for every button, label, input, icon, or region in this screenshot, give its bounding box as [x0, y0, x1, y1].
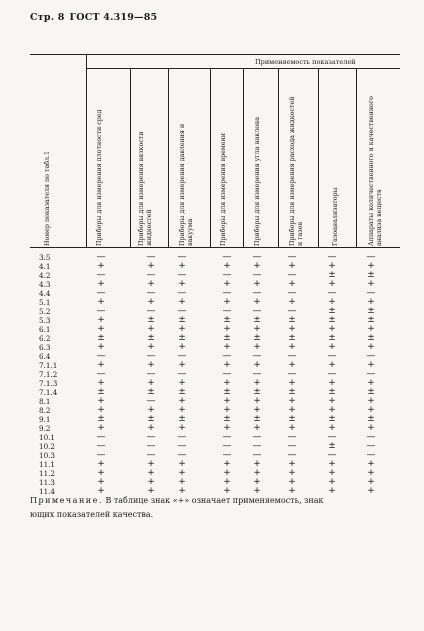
table-cell: —	[327, 252, 337, 262]
table-cell: —	[327, 432, 337, 442]
table-cell: —	[146, 252, 156, 262]
table-cell: ±	[223, 414, 231, 424]
table-cell: +	[288, 342, 296, 352]
table-cell: +	[223, 297, 231, 307]
table-cell: ±	[147, 315, 155, 325]
table-cell: —	[252, 351, 262, 361]
table-cell: +	[178, 279, 186, 289]
table-cell: +	[367, 261, 375, 271]
table-cell: +	[97, 405, 105, 415]
table-cell: —	[287, 441, 297, 451]
table-cell: ±	[147, 414, 155, 424]
table-cell: +	[223, 486, 231, 496]
table-cell: ±	[328, 333, 336, 343]
table-cell: +	[367, 324, 375, 334]
table-cell: ±	[328, 270, 336, 280]
row-label: 10.1	[39, 433, 56, 442]
table-cell: —	[96, 450, 106, 460]
table-cell: +	[178, 468, 186, 478]
table-cell: —	[222, 432, 232, 442]
table-cell: +	[97, 459, 105, 469]
table-cell: +	[328, 378, 336, 388]
table-cell: —	[177, 369, 187, 379]
row-label: 6.3	[39, 343, 51, 352]
table-cell: —	[252, 450, 262, 460]
table-cell: —	[327, 288, 337, 298]
table-cell: ±	[367, 387, 375, 397]
row-label: 10.3	[39, 451, 56, 460]
group-header: Применяемость показателей	[255, 58, 356, 66]
table-cell: +	[147, 297, 155, 307]
table-cell: +	[178, 396, 186, 406]
table-cell: +	[223, 324, 231, 334]
table-cell: +	[97, 279, 105, 289]
table-cell: +	[253, 342, 261, 352]
table-cell: +	[97, 486, 105, 496]
table-cell: +	[147, 324, 155, 334]
table-cell: ±	[147, 387, 155, 397]
table-cell: —	[146, 270, 156, 280]
table-cell: —	[366, 351, 376, 361]
table-cell: —	[177, 306, 187, 316]
table-cell: +	[367, 342, 375, 352]
table-cell: +	[147, 261, 155, 271]
table-cell: ±	[328, 315, 336, 325]
table-cell: —	[327, 351, 337, 361]
table-cell: —	[222, 450, 232, 460]
table-cell: +	[178, 324, 186, 334]
table-cell: +	[367, 279, 375, 289]
row-label: 6.4	[39, 352, 51, 361]
table-cell: +	[328, 279, 336, 289]
row-label: 8.1	[39, 397, 51, 406]
column-header-4: Приборы для измерения времени	[220, 133, 227, 246]
table-cell: —	[177, 270, 187, 280]
row-label: 11.2	[39, 469, 56, 478]
table-cell: +	[328, 468, 336, 478]
table-cell: +	[223, 396, 231, 406]
table-cell: +	[178, 405, 186, 415]
table-cell: +	[97, 378, 105, 388]
table-cell: —	[146, 306, 156, 316]
column-header-5: Приборы для измерения угла наклона	[254, 117, 261, 246]
table-cell: +	[147, 342, 155, 352]
table-cell: ±	[223, 387, 231, 397]
table-cell: —	[177, 450, 187, 460]
table-cell: +	[288, 423, 296, 433]
table-cell: —	[366, 369, 376, 379]
column-header-8: Аппараты количественного и качественного анализа веществ	[368, 96, 383, 246]
table-cell: —	[146, 288, 156, 298]
table-cell: —	[96, 432, 106, 442]
table-cell: —	[96, 441, 106, 451]
table-cell: +	[288, 378, 296, 388]
table-cell: —	[327, 369, 337, 379]
table-cell: —	[146, 396, 156, 406]
table-cell: +	[97, 297, 105, 307]
table-cell: —	[252, 288, 262, 298]
table-cell: —	[96, 369, 106, 379]
table-cell: —	[287, 432, 297, 442]
table-cell: +	[253, 405, 261, 415]
row-header-divider	[86, 54, 87, 248]
table-cell: +	[253, 360, 261, 370]
table-cell: +	[178, 378, 186, 388]
page-label: Стр. 8	[30, 12, 65, 23]
table-cell: —	[222, 369, 232, 379]
table-cell: —	[287, 369, 297, 379]
table-cell: +	[328, 396, 336, 406]
row-label: 4.4	[39, 289, 51, 298]
table-cell: ±	[328, 414, 336, 424]
row-label: 11.4	[39, 487, 56, 496]
table-cell: +	[288, 459, 296, 469]
table-cell: +	[288, 279, 296, 289]
column-header-1: Приборы для измерения плотности сред	[96, 109, 103, 246]
table-cell: +	[367, 486, 375, 496]
table-cell: ±	[288, 387, 296, 397]
table-cell: +	[97, 477, 105, 487]
table-cell: —	[222, 252, 232, 262]
table-cell: —	[252, 432, 262, 442]
table-cell: —	[146, 441, 156, 451]
table-cell: +	[288, 396, 296, 406]
column-divider-5	[278, 68, 279, 248]
table-cell: +	[288, 405, 296, 415]
row-label: 4.1	[39, 262, 51, 271]
table-cell: +	[367, 297, 375, 307]
table-cell: ±	[288, 333, 296, 343]
table-cell: —	[252, 369, 262, 379]
column-divider-2	[168, 68, 169, 248]
table-cell: +	[367, 378, 375, 388]
table-cell: ±	[178, 315, 186, 325]
row-label: 7.1.4	[39, 388, 58, 397]
table-cell: —	[96, 270, 106, 280]
table-cell: +	[178, 360, 186, 370]
table-cell: ±	[97, 387, 105, 397]
table-cell: +	[223, 405, 231, 415]
table-cell: ±	[97, 333, 105, 343]
table-cell: +	[147, 423, 155, 433]
table-cell: +	[253, 279, 261, 289]
table-cell: —	[366, 288, 376, 298]
note-line-1: В таблице знак «+» означает применяемость, знак	[105, 496, 324, 505]
table-cell: +	[288, 261, 296, 271]
table-cell: —	[222, 306, 232, 316]
table-cell: +	[328, 360, 336, 370]
table-cell: +	[97, 324, 105, 334]
column-divider-1	[130, 68, 131, 248]
table-cell: +	[223, 360, 231, 370]
table-cell: +	[223, 459, 231, 469]
row-label: 10.2	[39, 442, 56, 451]
table-cell: +	[288, 468, 296, 478]
table-cell: —	[287, 270, 297, 280]
table-cell: +	[288, 324, 296, 334]
table-cell: ±	[178, 387, 186, 397]
column-header-6: Приборы для измерения расхода жидкостей и газов	[289, 96, 304, 246]
table-cell: ±	[328, 387, 336, 397]
table-cell: +	[328, 423, 336, 433]
note-line-2: ющих показателей качества.	[30, 510, 154, 519]
row-label: 5.1	[39, 298, 51, 307]
row-header-label: Номер показателя по табл.1	[44, 150, 51, 246]
column-divider-4	[243, 68, 244, 248]
table-cell: +	[253, 261, 261, 271]
table-cell: +	[178, 486, 186, 496]
table-cell: +	[367, 405, 375, 415]
table-cell: +	[253, 378, 261, 388]
table-cell: +	[367, 423, 375, 433]
row-label: 11.1	[39, 460, 56, 469]
row-label: 3.5	[39, 253, 51, 262]
table-cell: ±	[288, 315, 296, 325]
table-cell: +	[223, 477, 231, 487]
table-cell: +	[328, 459, 336, 469]
table-cell: +	[223, 342, 231, 352]
table-cell: —	[96, 351, 106, 361]
table-cell: +	[147, 360, 155, 370]
table-cell: —	[177, 252, 187, 262]
table-cell: +	[147, 486, 155, 496]
table-cell: +	[288, 360, 296, 370]
table-cell: ±	[328, 306, 336, 316]
table-cell: +	[147, 468, 155, 478]
table-cell: —	[287, 252, 297, 262]
table-note	[30, 494, 400, 522]
table-cell: —	[146, 369, 156, 379]
table-cell: ±	[147, 333, 155, 343]
table-cell: +	[178, 261, 186, 271]
table-cell: +	[328, 297, 336, 307]
table-cell: —	[146, 351, 156, 361]
table-cell: +	[328, 342, 336, 352]
table-cell: —	[146, 432, 156, 442]
row-label: 4.2	[39, 271, 51, 280]
table-cell: +	[253, 396, 261, 406]
table-cell: +	[328, 261, 336, 271]
table-cell: +	[178, 342, 186, 352]
table-cell: +	[367, 468, 375, 478]
table-cell: +	[328, 486, 336, 496]
table-cell: —	[366, 432, 376, 442]
table-cell: +	[288, 486, 296, 496]
table-cell: +	[223, 423, 231, 433]
table-cell: —	[177, 432, 187, 442]
table-cell: ±	[253, 333, 261, 343]
table-cell: +	[147, 459, 155, 469]
column-divider-7	[356, 68, 357, 248]
table-cell: —	[146, 450, 156, 460]
row-label: 7.1.2	[39, 370, 58, 379]
row-label: 5.2	[39, 307, 51, 316]
table-cell: +	[223, 378, 231, 388]
table-cell: —	[366, 441, 376, 451]
table-cell: ±	[178, 414, 186, 424]
table-cell: +	[253, 459, 261, 469]
table-cell: +	[178, 423, 186, 433]
row-label: 6.2	[39, 334, 51, 343]
table-cell: +	[223, 468, 231, 478]
table-cell: +	[288, 477, 296, 487]
row-label: 4.3	[39, 280, 51, 289]
table-cell: +	[178, 297, 186, 307]
table-cell: —	[96, 252, 106, 262]
table-cell: —	[96, 306, 106, 316]
table-cell: ±	[367, 414, 375, 424]
table-cell: +	[367, 459, 375, 469]
table-cell: —	[222, 351, 232, 361]
table-cell: —	[327, 450, 337, 460]
table-cell: +	[253, 324, 261, 334]
table-cell: +	[253, 297, 261, 307]
table-cell: +	[253, 486, 261, 496]
table-cell: ±	[253, 414, 261, 424]
page-header	[30, 12, 157, 23]
table-cell: ±	[367, 270, 375, 280]
table-cell: +	[97, 360, 105, 370]
column-header-7: Газоанализаторы	[332, 187, 339, 246]
table-cell: ±	[253, 315, 261, 325]
table-cell: —	[287, 351, 297, 361]
table-cell: +	[147, 279, 155, 289]
row-label: 9.2	[39, 424, 51, 433]
table-cell: —	[252, 306, 262, 316]
row-label: 7.1.1	[39, 361, 58, 370]
table-cell: ±	[223, 315, 231, 325]
table-cell: —	[96, 288, 106, 298]
table-cell: +	[223, 261, 231, 271]
table-cell: +	[288, 297, 296, 307]
table-cell: ±	[288, 414, 296, 424]
table-cell: ±	[367, 306, 375, 316]
table-cell: —	[252, 252, 262, 262]
table-cell: —	[287, 288, 297, 298]
table-cell: +	[97, 315, 105, 325]
table-cell: +	[97, 468, 105, 478]
table-cell: +	[97, 423, 105, 433]
table-cell: —	[252, 441, 262, 451]
table-cell: —	[222, 288, 232, 298]
table-cell: —	[177, 288, 187, 298]
table-cell: +	[178, 459, 186, 469]
table-cell: —	[366, 252, 376, 262]
table-cell: ±	[97, 414, 105, 424]
table-cell: —	[287, 306, 297, 316]
table-cell: +	[328, 477, 336, 487]
table-cell: ±	[253, 387, 261, 397]
row-label: 7.1.3	[39, 379, 58, 388]
table-cell: —	[366, 450, 376, 460]
table-cell: +	[178, 477, 186, 487]
table-cell: —	[222, 270, 232, 280]
table-cell: +	[367, 360, 375, 370]
row-label: 11.3	[39, 478, 56, 487]
table-cell: +	[253, 477, 261, 487]
row-label: 6.1	[39, 325, 51, 334]
table-cell: +	[97, 396, 105, 406]
row-label: 9.1	[39, 415, 51, 424]
column-header-2: Приборы для измерения вязкости жидкостей	[138, 131, 153, 246]
table-cell: ±	[328, 441, 336, 451]
table-cell: +	[328, 324, 336, 334]
table-cell: +	[147, 405, 155, 415]
table-cell: +	[367, 396, 375, 406]
note-lead: Примечание.	[30, 496, 103, 505]
table-cell: +	[147, 477, 155, 487]
table-cell: +	[253, 423, 261, 433]
table-cell: ±	[367, 333, 375, 343]
row-label: 8.2	[39, 406, 51, 415]
column-divider-3	[210, 68, 211, 248]
table-cell: —	[287, 450, 297, 460]
table-cell: +	[367, 477, 375, 487]
table-cell: +	[328, 405, 336, 415]
column-divider-6	[318, 68, 319, 248]
table-cell: ±	[367, 315, 375, 325]
table-cell: ±	[178, 333, 186, 343]
row-label: 5.3	[39, 316, 51, 325]
table-cell: —	[177, 351, 187, 361]
table-cell: +	[147, 378, 155, 388]
column-header-3: Приборы для измерения давления и вакуума	[179, 123, 194, 246]
table-cell: +	[223, 279, 231, 289]
table-cell: ±	[223, 333, 231, 343]
table-cell: —	[252, 270, 262, 280]
table-cell: —	[177, 441, 187, 451]
table-cell: +	[97, 342, 105, 352]
standard-number: ГОСТ 4.319—85	[69, 12, 158, 23]
table-cell: +	[97, 261, 105, 271]
table-cell: —	[222, 441, 232, 451]
table-cell: +	[253, 468, 261, 478]
